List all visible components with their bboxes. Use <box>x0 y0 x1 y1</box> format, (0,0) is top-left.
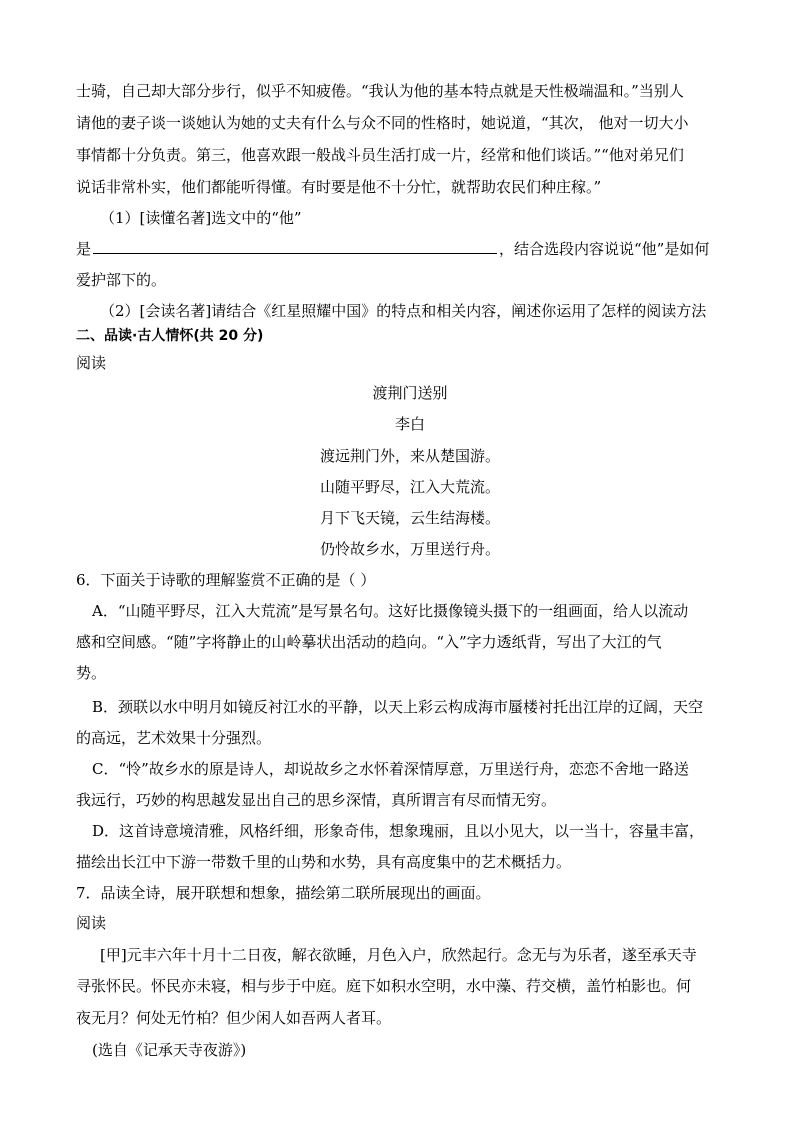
question-2-text: （2）[会读名著]请结合《红星照耀中国》的特点和相关内容，阐述你运用了怎样的阅读方法 <box>100 302 707 320</box>
section-2-heading: 二、品读·古人情怀(共 20 分) <box>76 328 264 344</box>
passage2-line-1: [甲]元丰六年十月十二日夜，解衣欲睡，月色入户，欣然起行。念无与为乐者，遂至承天寺 <box>100 946 697 964</box>
question-1-prefix: 是 <box>76 240 92 258</box>
question-6-option-d-line-2: 描绘出长江中下游一带数千里的山势和水势，具有高度集中的艺术概括力。 <box>76 853 572 871</box>
poem-author: 李白 <box>394 415 425 433</box>
passage1-line-1: 士骑，自己却大部分步行，似乎不知疲倦。“我认为他的基本特点就是天性极端温和。”当别人 <box>76 82 684 100</box>
question-6-option-c-line-1: C．“怜”故乡水的原是诗人，却说故乡之水怀着深情厚意，万里送行舟，恋恋不舍地一路送 <box>92 760 689 778</box>
answer-blank[interactable] <box>93 239 497 254</box>
passage2-line-2: 寻张怀民。怀民亦未寝，相与步于中庭。庭下如积水空明，水中藻、荇交横，盖竹柏影也。何 <box>76 977 692 995</box>
passage2-source: (选自《记承天寺夜游》) <box>92 1041 247 1059</box>
question-6-option-a-line-3: 势。 <box>76 664 107 682</box>
question-1-suffix: ，结合选段内容说说“他”是如何 <box>499 240 710 258</box>
section-2-read-label: 阅读 <box>76 354 107 372</box>
question-6-stem: 6．下面关于诗歌的理解鉴赏不正确的是（ ） <box>76 571 376 589</box>
question-7-stem: 7．品读全诗，展开联想和想象，描绘第二联所展现出的画面。 <box>76 884 491 902</box>
question-6-option-d-line-1: D．这首诗意境清雅，风格纤细，形象奇伟，想象瑰丽，且以小见大，以一当十，容量丰富， <box>92 822 705 840</box>
passage1-line-2: 请他的妻子谈一谈她认为她的丈夫有什么与众不同的性格时，她说道，“其次， 他对一切大小 <box>76 114 689 132</box>
question-7-read-label: 阅读 <box>76 914 107 932</box>
question-6-option-c-line-2: 我远行，巧妙的构思越发显出自己的思乡深情，真所谓言有尽而情无穷。 <box>76 791 557 809</box>
poem-line-3: 月下飞天镜，云生结海楼。 <box>319 509 500 527</box>
passage1-line-4: 说话非常朴实，他们都能听得懂。有时要是他不十分忙，就帮助农民们种庄稼。” <box>76 178 602 196</box>
question-6-option-b-line-1: B．颈联以水中明月如镜反衬江水的平静，以天上彩云构成海市蜃楼衬托出江岸的辽阔，天空 <box>92 698 704 716</box>
question-1-answer-line <box>76 239 709 259</box>
poem-line-4: 仍怜故乡水，万里送行舟。 <box>319 540 500 558</box>
poem-line-1: 渡远荆门外，来从楚国游。 <box>319 447 500 465</box>
passage2-line-3: 夜无月？何处无竹柏？但少闲人如吾两人者耳。 <box>76 1009 392 1027</box>
poem-line-2: 山随平野尽，江入大荒流。 <box>319 478 500 496</box>
poem-title: 渡荆门送别 <box>372 384 448 402</box>
passage1-line-3: 事情都十分负责。第三，他喜欢跟一般战斗员生活打成一片，经常和他们谈话。”“他对弟兄们 <box>76 146 684 164</box>
question-1-line-3: 爱护部下的。 <box>76 271 167 289</box>
question-6-option-a-line-1: A．“山随平野尽，江入大荒流”是写景名句。这好比摄像镜头摄下的一组画面，给人以流动 <box>92 602 689 620</box>
document-page <box>76 0 744 1123</box>
question-6-option-b-line-2: 的高远，艺术效果十分强烈。 <box>76 729 272 747</box>
question-6-option-a-line-2: 感和空间感。“随”字将静止的山岭摹状出活动的趋向。“入”字力透纸背，写出了大江的气 <box>76 633 662 651</box>
question-1-label: （1）[读懂名著]选文中的“他” <box>100 209 302 227</box>
